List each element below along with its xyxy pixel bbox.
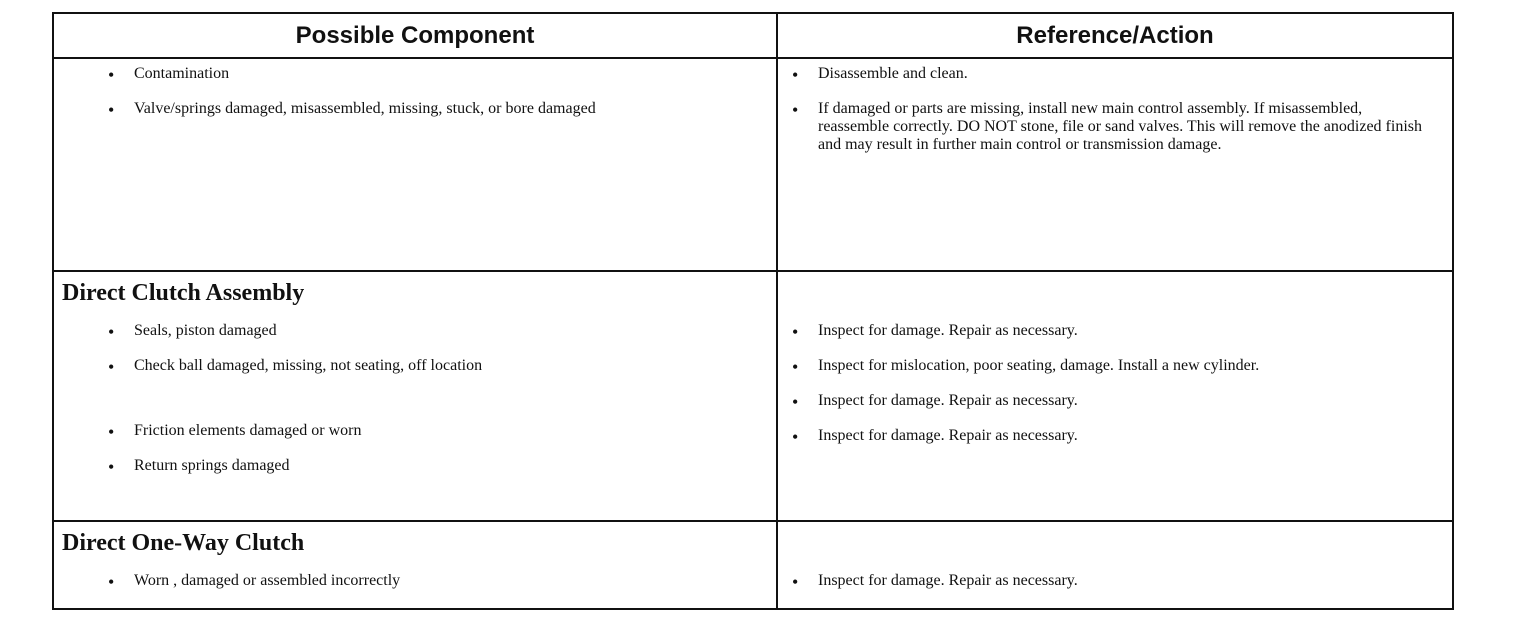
component-text: Return springs damaged [134, 457, 290, 474]
component-text: Worn , damaged or assembled incorrectly [134, 572, 401, 589]
list-item [54, 322, 776, 343]
list-item [54, 457, 776, 478]
list-item [54, 572, 776, 593]
list-item [54, 357, 776, 378]
bullet-icon: • [792, 100, 799, 120]
section-direct-one-way-clutch [54, 522, 1452, 608]
section-main-control-components [54, 59, 778, 270]
section-direct-clutch-actions [778, 272, 1452, 520]
bullet-icon: • [792, 427, 799, 447]
bullet-icon: • [792, 357, 799, 377]
troubleshooting-table [52, 12, 1454, 610]
list-item [54, 422, 776, 443]
section-main-control-actions [778, 59, 1452, 270]
bullet-icon: • [108, 572, 115, 592]
list-item [54, 100, 776, 121]
component-text: Valve/springs damaged, misassembled, missing, stuck, or bore damaged [134, 100, 596, 117]
bullet-icon: • [792, 65, 799, 85]
component-text: Friction elements damaged or worn [134, 422, 362, 439]
action-text: Inspect for damage. Repair as necessary. [818, 322, 1078, 339]
action-text: Inspect for damage. Repair as necessary. [818, 427, 1078, 444]
bullet-icon: • [792, 392, 799, 412]
section-main-control [54, 59, 1452, 272]
bullet-icon: • [792, 572, 799, 592]
list-item [54, 65, 776, 86]
list-item [778, 65, 1452, 86]
table-header [54, 14, 1452, 59]
component-text: Check ball damaged, missing, not seating, off location [134, 357, 483, 374]
list-item [778, 357, 1452, 378]
section-one-way-clutch-components [54, 522, 778, 608]
list-item [778, 100, 1452, 154]
action-text: Inspect for damage. Repair as necessary. [818, 392, 1078, 409]
component-text: Contamination [134, 65, 230, 82]
action-text: Inspect for mislocation, poor seating, damage. Install a new cylinder. [818, 357, 1260, 374]
bullet-icon: • [108, 65, 115, 85]
list-item [778, 572, 1452, 593]
section-heading: Direct Clutch Assembly [62, 280, 305, 306]
list-item [778, 322, 1452, 343]
section-heading: Direct One-Way Clutch [62, 530, 305, 556]
bullet-icon: • [792, 322, 799, 342]
list-item [778, 392, 1452, 413]
bullet-icon: • [108, 322, 115, 342]
section-direct-clutch [54, 272, 1452, 522]
bullet-icon: • [108, 357, 115, 377]
action-text: Inspect for damage. Repair as necessary. [818, 572, 1078, 589]
header-possible-component: Possible Component [54, 14, 778, 57]
list-item [778, 427, 1452, 448]
section-direct-clutch-components [54, 272, 778, 520]
bullet-icon: • [108, 457, 115, 477]
header-reference-action: Reference/Action [1016, 21, 1214, 49]
section-one-way-clutch-actions [778, 522, 1452, 608]
component-text: Seals, piston damaged [134, 322, 277, 339]
action-text: Disassemble and clean. [818, 65, 968, 82]
bullet-icon: • [108, 422, 115, 442]
action-text: If damaged or parts are missing, install new main control assembly. If misassembled, reassemble correctly. DO NOT stone, file or sand valves. This will remove the anodized finish and may result in further main control or transmission damage. [818, 100, 1422, 153]
bullet-icon: • [108, 100, 115, 120]
